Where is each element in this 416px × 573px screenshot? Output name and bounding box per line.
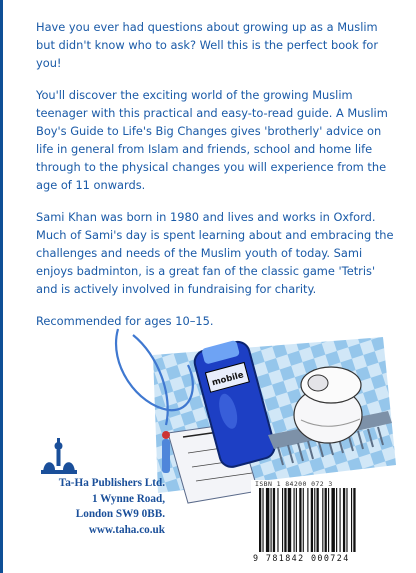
barcode-bars xyxy=(257,488,397,554)
blurb-text xyxy=(36,18,396,344)
isbn-number: ISBN 1 84200 072 3 xyxy=(255,480,333,488)
perfume-bottle-icon xyxy=(294,367,362,443)
publisher-logo-icon xyxy=(37,436,81,476)
barcode-digits: 9 781842 000724 xyxy=(253,553,350,563)
blurb-paragraph-1: Have you ever had questions about growing up as a Muslim but didn't know who to ask? Well this is the perfect book for you! xyxy=(36,20,379,70)
publisher-website: www.taha.co.uk xyxy=(88,523,165,536)
publisher-street: 1 Wynne Road, xyxy=(91,492,165,505)
blurb-paragraph-3: Sami Khan was born in 1980 and lives and works in Oxford. Much of Sami's day is spent learning about and embracing the challenges and needs of the Muslim youth of today. Sami enjoys badminton, is a great fan of the classic game 'Tetris' and is actively involved in fundraising for charity. xyxy=(36,210,394,296)
barcode xyxy=(251,480,403,564)
publisher-city: London SW9 0BB. xyxy=(75,508,165,520)
blurb-paragraph-2: You'll discover the exciting world of the growing Muslim teenager with this practical and easy-to-read guide. A Muslim Boy's Guide to Life's Big Changes gives 'brotherly' advice on life in general from Islam and friends, school and home life through to the physical changes you will experience from the age of 11 onwards. xyxy=(36,88,388,192)
publisher-name: Ta-Ha Publishers Ltd. xyxy=(58,477,165,489)
phone-label: mobile xyxy=(210,370,245,389)
age-recommendation: Recommended for ages 10–15. xyxy=(36,314,214,328)
publisher-address xyxy=(25,476,165,538)
